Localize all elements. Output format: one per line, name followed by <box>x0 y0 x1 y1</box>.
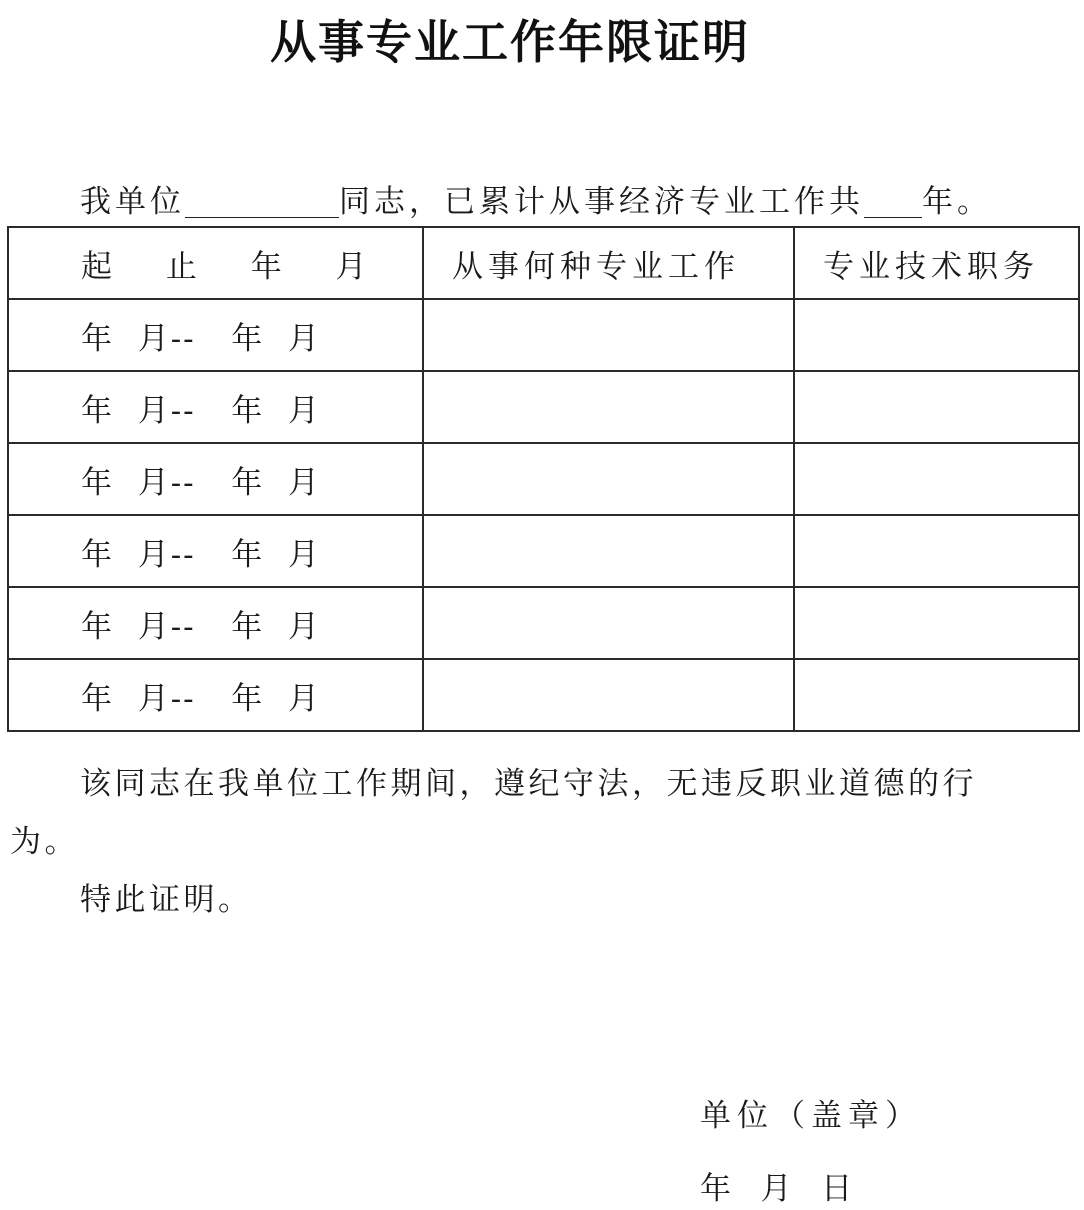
signature-date: 年 月 日 <box>700 1171 853 1207</box>
header-title: 专业技术职务 <box>794 227 1079 299</box>
document-title: 从事专业工作年限证明 <box>270 15 750 69</box>
work-cell[interactable] <box>423 587 794 659</box>
intro-middle: 同志，已累计从事经济专业工作共 <box>339 184 864 220</box>
header-period: 起 止 年 月 <box>8 227 423 299</box>
table-row <box>8 587 1079 659</box>
period-cell[interactable]: 年 月-- 年 月 <box>8 659 423 731</box>
period-cell[interactable]: 年 月-- 年 月 <box>8 515 423 587</box>
intro-line <box>80 176 992 221</box>
table-header-row <box>8 227 1079 299</box>
conduct-statement-line2: 为。 <box>10 824 79 860</box>
intro-prefix: 我单位 <box>80 184 185 220</box>
years-blank[interactable] <box>864 187 922 218</box>
table-row <box>8 443 1079 515</box>
name-blank[interactable] <box>185 187 339 218</box>
conduct-statement-line1: 该同志在我单位工作期间，遵纪守法，无违反职业道德的行 <box>80 766 977 802</box>
table-row <box>8 371 1079 443</box>
table-row <box>8 659 1079 731</box>
table-row <box>8 299 1079 371</box>
title-cell[interactable] <box>794 515 1079 587</box>
title-cell[interactable] <box>794 299 1079 371</box>
intro-suffix: 年。 <box>922 184 992 220</box>
table-row <box>8 515 1079 587</box>
work-cell[interactable] <box>423 299 794 371</box>
work-history-table <box>7 226 1080 732</box>
title-cell[interactable] <box>794 371 1079 443</box>
period-cell[interactable]: 年 月-- 年 月 <box>8 587 423 659</box>
title-cell[interactable] <box>794 659 1079 731</box>
certification-statement: 特此证明。 <box>80 882 253 918</box>
work-cell[interactable] <box>423 515 794 587</box>
work-cell[interactable] <box>423 443 794 515</box>
work-cell[interactable] <box>423 659 794 731</box>
title-cell[interactable] <box>794 443 1079 515</box>
title-cell[interactable] <box>794 587 1079 659</box>
period-cell[interactable]: 年 月-- 年 月 <box>8 443 423 515</box>
signature-unit-seal: 单位（盖章） <box>700 1098 922 1134</box>
work-cell[interactable] <box>423 371 794 443</box>
period-cell[interactable]: 年 月-- 年 月 <box>8 371 423 443</box>
period-cell[interactable]: 年 月-- 年 月 <box>8 299 423 371</box>
header-work: 从事何种专业工作 <box>423 227 794 299</box>
